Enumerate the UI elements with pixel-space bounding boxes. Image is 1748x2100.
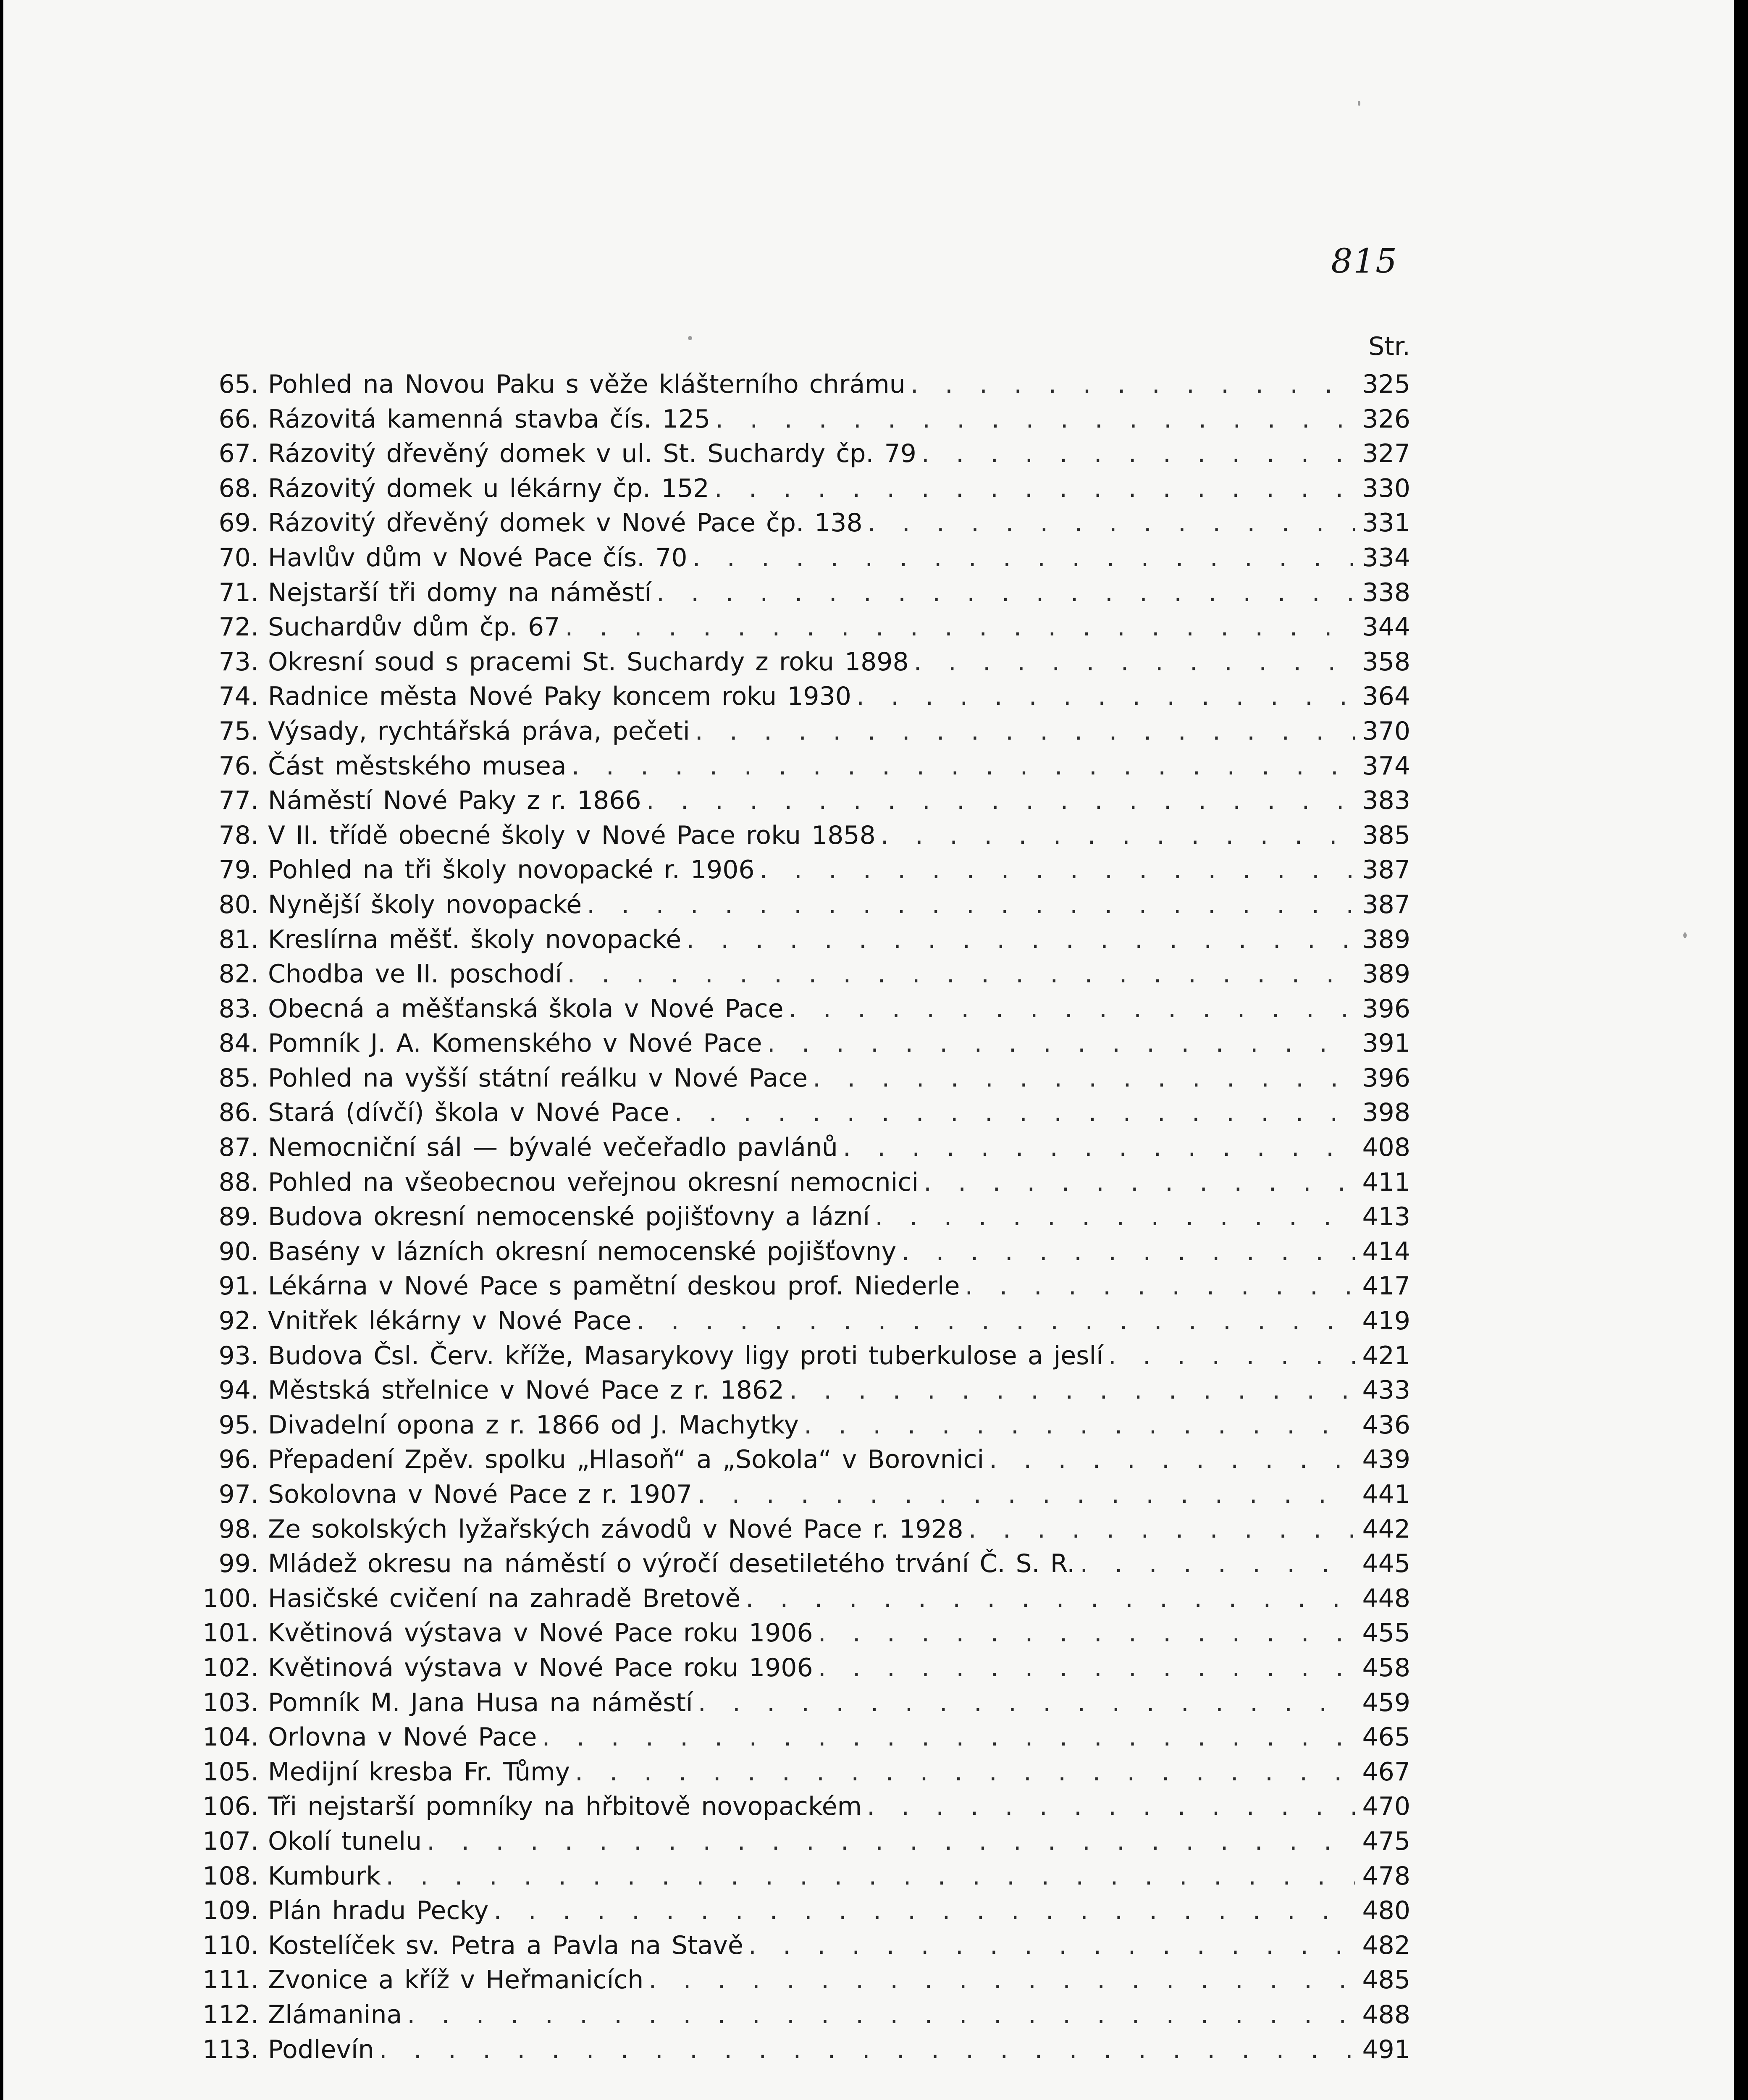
- dot-leader: [843, 1133, 1355, 1162]
- list-item: [201, 1168, 1410, 1202]
- list-item: [201, 821, 1410, 856]
- entry-page: 334: [1362, 543, 1410, 572]
- dot-leader: [587, 890, 1355, 919]
- dot-leader: [875, 1202, 1355, 1231]
- list-item: [201, 1618, 1410, 1653]
- entry-title: Tři nejstarší pomníky na hřbitově novopackém: [268, 1792, 862, 1822]
- list-item: [201, 1757, 1410, 1792]
- entry-page: 488: [1362, 2000, 1410, 2029]
- entry-page: 370: [1362, 716, 1410, 746]
- list-item: [201, 1688, 1410, 1723]
- entry-title: Radnice města Nové Paky koncem roku 1930: [268, 682, 851, 711]
- entry-number: 83.: [218, 994, 259, 1024]
- dot-leader: [856, 682, 1355, 711]
- entry-page: 491: [1362, 2034, 1410, 2064]
- dot-leader: [575, 1757, 1355, 1787]
- dot-leader: [493, 1896, 1355, 1925]
- entry-page: 485: [1362, 1965, 1410, 1995]
- entry-title: Vnitřek lékárny v Nové Pace: [268, 1306, 632, 1336]
- entry-title: Podlevín: [268, 2034, 374, 2064]
- entry-number: 82.: [218, 959, 259, 989]
- entry-title: Mládež okresu na náměstí o výročí desetiletého trvání Č. S. R.: [268, 1549, 1075, 1579]
- list-item: [201, 1515, 1410, 1549]
- list-item: [201, 925, 1410, 960]
- entry-number: 100.: [202, 1583, 259, 1613]
- dot-leader: [924, 1168, 1355, 1197]
- entry-number: 73.: [218, 647, 259, 677]
- page-number: 815: [1331, 242, 1398, 281]
- entry-title: Výsady, rychtářská práva, pečeti: [268, 716, 690, 746]
- entry-title: Nemocniční sál — bývalé večeřadlo pavlánů: [268, 1133, 838, 1163]
- entry-number: 77.: [218, 786, 259, 816]
- entry-title: Nejstarší tři domy na náměstí: [268, 578, 651, 607]
- list-item: [201, 1792, 1410, 1827]
- list-item: [201, 994, 1410, 1029]
- entry-number: 93.: [218, 1341, 259, 1370]
- entry-page: 396: [1362, 994, 1410, 1024]
- entry-page: 436: [1362, 1410, 1410, 1440]
- entry-number: 104.: [202, 1722, 259, 1752]
- entry-number: 101.: [202, 1618, 259, 1648]
- entry-page: 326: [1362, 404, 1410, 434]
- dot-leader: [813, 1063, 1355, 1093]
- entry-number: 78.: [218, 820, 259, 850]
- entry-title: Havlův dům v Nové Pace čís. 70: [268, 543, 688, 572]
- entry-title: Městská střelnice v Nové Pace z r. 1862: [268, 1376, 785, 1405]
- list-item: [201, 1480, 1410, 1515]
- entry-page: 327: [1362, 439, 1410, 469]
- entry-title: Rázovitý dřevěný domek v ul. St. Suchardy čp. 79: [268, 439, 916, 469]
- dot-leader: [693, 543, 1355, 572]
- list-item: [201, 1410, 1410, 1445]
- entry-title: Hasičské cvičení na zahradě Bretově: [268, 1583, 741, 1613]
- entry-page: 358: [1362, 647, 1410, 677]
- entry-page: 325: [1362, 370, 1410, 399]
- entry-number: 103.: [202, 1688, 259, 1717]
- dot-leader: [968, 1515, 1355, 1544]
- entry-number: 80.: [218, 890, 259, 919]
- entry-title: Okolí tunelu: [268, 1826, 422, 1856]
- entry-page: 448: [1362, 1583, 1410, 1613]
- entry-page: 389: [1362, 924, 1410, 954]
- scanned-page: [3, 0, 1734, 2100]
- entry-page: 470: [1362, 1792, 1410, 1822]
- dot-leader: [881, 821, 1355, 850]
- dot-leader: [656, 578, 1355, 607]
- entry-title: Pohled na vyšší státní reálku v Nové Pace: [268, 1063, 808, 1093]
- list-item: [201, 959, 1410, 994]
- dot-leader: [914, 647, 1355, 677]
- entry-title: Sokolovna v Nové Pace z r. 1907: [268, 1480, 693, 1509]
- entry-page: 364: [1362, 682, 1410, 711]
- column-header: [201, 332, 1410, 370]
- list-item: [201, 855, 1410, 890]
- entry-number: 84.: [218, 1029, 259, 1058]
- entry-title: Plán hradu Pecky: [268, 1896, 489, 1926]
- entry-number: 97.: [218, 1480, 259, 1509]
- list-item: [201, 890, 1410, 925]
- entry-title: Pohled na všeobecnou veřejnou okresní nemocnici: [268, 1167, 919, 1197]
- dot-leader: [1080, 1549, 1355, 1578]
- dot-leader: [804, 1410, 1355, 1440]
- entry-title: Zvonice a kříž v Heřmanicích: [268, 1965, 644, 1995]
- entry-title: Kostelíček sv. Petra a Pavla na Stavě: [268, 1930, 743, 1960]
- dot-leader: [921, 439, 1355, 468]
- entry-title: Budova Čsl. Červ. kříže, Masarykovy ligy proti tuberkulose a jeslí: [268, 1341, 1103, 1370]
- dot-leader: [379, 2035, 1355, 2064]
- entry-page: 413: [1362, 1202, 1410, 1232]
- entry-page: 374: [1362, 751, 1410, 781]
- entry-number: 81.: [218, 924, 259, 954]
- list-item: [201, 717, 1410, 751]
- entry-page: 387: [1362, 890, 1410, 919]
- entry-title: Okresní soud s pracemi St. Suchardy z roku 1898: [268, 647, 909, 677]
- list-item: [201, 786, 1410, 821]
- entry-number: 90.: [218, 1236, 259, 1266]
- list-item: [201, 1896, 1410, 1931]
- entry-number: 88.: [218, 1167, 259, 1197]
- entry-number: 108.: [202, 1861, 259, 1891]
- entry-list: [201, 370, 1410, 2069]
- entry-number: 89.: [218, 1202, 259, 1232]
- entry-title: Pohled na Novou Paku s věže klášterního chrámu: [268, 370, 905, 399]
- list-item: [201, 1584, 1410, 1619]
- entry-title: Pomník J. A. Komenského v Nové Pace: [268, 1029, 762, 1058]
- dot-leader: [695, 717, 1355, 746]
- dot-leader: [767, 1029, 1355, 1058]
- entry-number: 66.: [218, 404, 259, 434]
- entry-title: Zlámanina: [268, 2000, 402, 2029]
- entry-title: Budova okresní nemocenské pojišťovny a lázní: [268, 1202, 870, 1232]
- dot-leader: [572, 751, 1355, 781]
- entry-number: 95.: [218, 1410, 259, 1440]
- entry-page: 439: [1362, 1445, 1410, 1475]
- list-item: [201, 1445, 1410, 1480]
- entry-page: 396: [1362, 1063, 1410, 1093]
- entry-page: 417: [1362, 1271, 1410, 1301]
- scan-speck: [1683, 932, 1687, 938]
- list-item: [201, 647, 1410, 682]
- entry-title: Nynější školy novopacké: [268, 890, 582, 919]
- entry-number: 96.: [218, 1445, 259, 1475]
- entry-number: 85.: [218, 1063, 259, 1093]
- scan-speck: [1358, 101, 1360, 106]
- dot-leader: [867, 1792, 1355, 1821]
- list-of-illustrations: [201, 332, 1410, 2069]
- dot-leader: [818, 1653, 1355, 1683]
- dot-leader: [1108, 1341, 1355, 1370]
- list-item: [201, 1029, 1410, 1063]
- list-item: [201, 404, 1410, 439]
- list-item: [201, 370, 1410, 404]
- entry-number: 72.: [218, 612, 259, 642]
- dot-leader: [745, 1584, 1355, 1613]
- entry-title: Orlovna v Nové Pace: [268, 1722, 537, 1752]
- dot-leader: [760, 855, 1355, 885]
- entry-page: 385: [1362, 820, 1410, 850]
- entry-title: Kreslírna měšť. školy novopacké: [268, 924, 682, 954]
- entry-number: 91.: [218, 1271, 259, 1301]
- entry-title: Květinová výstava v Nové Pace roku 1906: [268, 1618, 813, 1648]
- dot-leader: [675, 1098, 1355, 1127]
- entry-page: 338: [1362, 578, 1410, 607]
- dot-leader: [697, 1480, 1355, 1509]
- entry-page: 387: [1362, 855, 1410, 885]
- entry-number: 68.: [218, 473, 259, 503]
- entry-page: 475: [1362, 1826, 1410, 1856]
- entry-title: Kumburk: [268, 1861, 381, 1891]
- list-item: [201, 1341, 1410, 1376]
- list-item: [201, 1133, 1410, 1168]
- entry-page: 389: [1362, 959, 1410, 989]
- entry-number: 94.: [218, 1376, 259, 1405]
- entry-page: 478: [1362, 1861, 1410, 1891]
- entry-page: 441: [1362, 1480, 1410, 1509]
- entry-number: 113.: [202, 2034, 259, 2064]
- entry-title: Chodba ve II. poschodí: [268, 959, 562, 989]
- entry-number: 111.: [202, 1965, 259, 1995]
- entry-number: 107.: [202, 1826, 259, 1856]
- dot-leader: [698, 1688, 1355, 1717]
- entry-title: Medijní kresba Fr. Tůmy: [268, 1757, 570, 1787]
- entry-title: Pomník M. Jana Husa na náměstí: [268, 1688, 693, 1717]
- dot-leader: [636, 1306, 1355, 1336]
- entry-page: 482: [1362, 1930, 1410, 1960]
- list-item: [201, 1827, 1410, 1861]
- entry-number: 75.: [218, 716, 259, 746]
- dot-leader: [646, 786, 1355, 815]
- entry-number: 112.: [202, 2000, 259, 2029]
- entry-number: 71.: [218, 578, 259, 607]
- entry-number: 106.: [202, 1792, 259, 1822]
- entry-title: Náměstí Nové Paky z r. 1866: [268, 786, 641, 816]
- list-item: [201, 439, 1410, 474]
- dot-leader: [901, 1237, 1355, 1266]
- dot-leader: [386, 1861, 1355, 1891]
- dot-leader: [965, 1271, 1355, 1301]
- dot-leader: [427, 1827, 1355, 1856]
- list-item: [201, 1549, 1410, 1584]
- dot-leader: [715, 404, 1355, 434]
- dot-leader: [868, 508, 1355, 538]
- list-item: [201, 2035, 1410, 2070]
- entry-page: 442: [1362, 1514, 1410, 1544]
- list-item: [201, 1965, 1410, 2000]
- entry-page: 330: [1362, 473, 1410, 503]
- entry-page: 458: [1362, 1653, 1410, 1683]
- entry-page: 465: [1362, 1722, 1410, 1752]
- dot-leader: [789, 1376, 1355, 1405]
- entry-title: Basény v lázních okresní nemocenské pojišťovny: [268, 1236, 897, 1266]
- entry-number: 67.: [218, 439, 259, 469]
- entry-page: 383: [1362, 786, 1410, 816]
- entry-page: 433: [1362, 1376, 1410, 1405]
- entry-page: 398: [1362, 1098, 1410, 1128]
- entry-title: Stará (dívčí) škola v Nové Pace: [268, 1098, 669, 1128]
- entry-number: 70.: [218, 543, 259, 572]
- dot-leader: [648, 1965, 1355, 1995]
- entry-title: Ze sokolských lyžařských závodů v Nové Pace r. 1928: [268, 1514, 963, 1544]
- list-item: [201, 543, 1410, 578]
- dot-leader: [989, 1445, 1355, 1474]
- entry-number: 109.: [202, 1896, 259, 1926]
- entry-title: Divadelní opona z r. 1866 od J. Machytky: [268, 1410, 799, 1440]
- dot-leader: [714, 474, 1355, 503]
- list-item: [201, 474, 1410, 509]
- entry-number: 98.: [218, 1514, 259, 1544]
- list-item: [201, 1202, 1410, 1237]
- entry-page: 411: [1362, 1167, 1410, 1197]
- entry-page: 414: [1362, 1236, 1410, 1266]
- entry-page: 421: [1362, 1341, 1410, 1370]
- entry-page: 331: [1362, 508, 1410, 538]
- entry-number: 74.: [218, 682, 259, 711]
- entry-number: 105.: [202, 1757, 259, 1787]
- list-item: [201, 1098, 1410, 1133]
- entry-title: Pohled na tři školy novopacké r. 1906: [268, 855, 755, 885]
- list-item: [201, 1237, 1410, 1272]
- entry-title: Přepadení Zpěv. spolku „Hlasoň“ a „Sokola“ v Borovnici: [268, 1445, 984, 1475]
- dot-leader: [565, 612, 1355, 642]
- entry-title: V II. třídě obecné školy v Nové Pace roku 1858: [268, 820, 876, 850]
- list-item: [201, 1722, 1410, 1757]
- dot-leader: [818, 1618, 1355, 1648]
- entry-page: 445: [1362, 1549, 1410, 1579]
- list-item: [201, 1306, 1410, 1341]
- entry-page: 419: [1362, 1306, 1410, 1336]
- list-item: [201, 578, 1410, 613]
- entry-page: 467: [1362, 1757, 1410, 1787]
- list-item: [201, 1861, 1410, 1896]
- entry-title: Rázovitý dřevěný domek v Nové Pace čp. 138: [268, 508, 863, 538]
- entry-page: 408: [1362, 1133, 1410, 1163]
- dot-leader: [686, 925, 1355, 954]
- dot-leader: [789, 994, 1355, 1024]
- entry-number: 110.: [202, 1930, 259, 1960]
- list-item: [201, 1271, 1410, 1306]
- dot-leader: [911, 370, 1355, 399]
- entry-title: Část městského musea: [268, 751, 567, 781]
- entry-title: Rázovitá kamenná stavba čís. 125: [268, 404, 711, 434]
- entry-number: 69.: [218, 508, 259, 538]
- entry-number: 76.: [218, 751, 259, 781]
- dot-leader: [407, 2000, 1355, 2029]
- list-item: [201, 1931, 1410, 1966]
- entry-page: 459: [1362, 1688, 1410, 1717]
- entry-number: 99.: [218, 1549, 259, 1579]
- dot-leader: [542, 1722, 1355, 1752]
- list-item: [201, 612, 1410, 647]
- list-item: [201, 1376, 1410, 1410]
- entry-title: Rázovitý domek u lékárny čp. 152: [268, 473, 709, 503]
- list-item: [201, 1063, 1410, 1098]
- list-item: [201, 682, 1410, 717]
- entry-page: 480: [1362, 1896, 1410, 1926]
- entry-title: Obecná a měšťanská škola v Nové Pace: [268, 994, 784, 1024]
- entry-number: 92.: [218, 1306, 259, 1336]
- entry-page: 344: [1362, 612, 1410, 642]
- entry-number: 79.: [218, 855, 259, 885]
- list-item: [201, 1653, 1410, 1688]
- dot-leader: [567, 959, 1355, 989]
- entry-number: 86.: [218, 1098, 259, 1128]
- entry-page: 391: [1362, 1029, 1410, 1058]
- list-item: [201, 751, 1410, 786]
- entry-title: Lékárna v Nové Pace s pamětní deskou prof. Niederle: [268, 1271, 960, 1301]
- entry-title: Suchardův dům čp. 67: [268, 612, 560, 642]
- list-item: [201, 2000, 1410, 2035]
- list-item: [201, 508, 1410, 543]
- dot-leader: [748, 1931, 1355, 1960]
- entry-number: 65.: [218, 370, 259, 399]
- page-column-label: Str.: [1368, 332, 1410, 361]
- entry-page: 455: [1362, 1618, 1410, 1648]
- entry-number: 102.: [202, 1653, 259, 1683]
- entry-title: Květinová výstava v Nové Pace roku 1906: [268, 1653, 813, 1683]
- entry-number: 87.: [218, 1133, 259, 1163]
